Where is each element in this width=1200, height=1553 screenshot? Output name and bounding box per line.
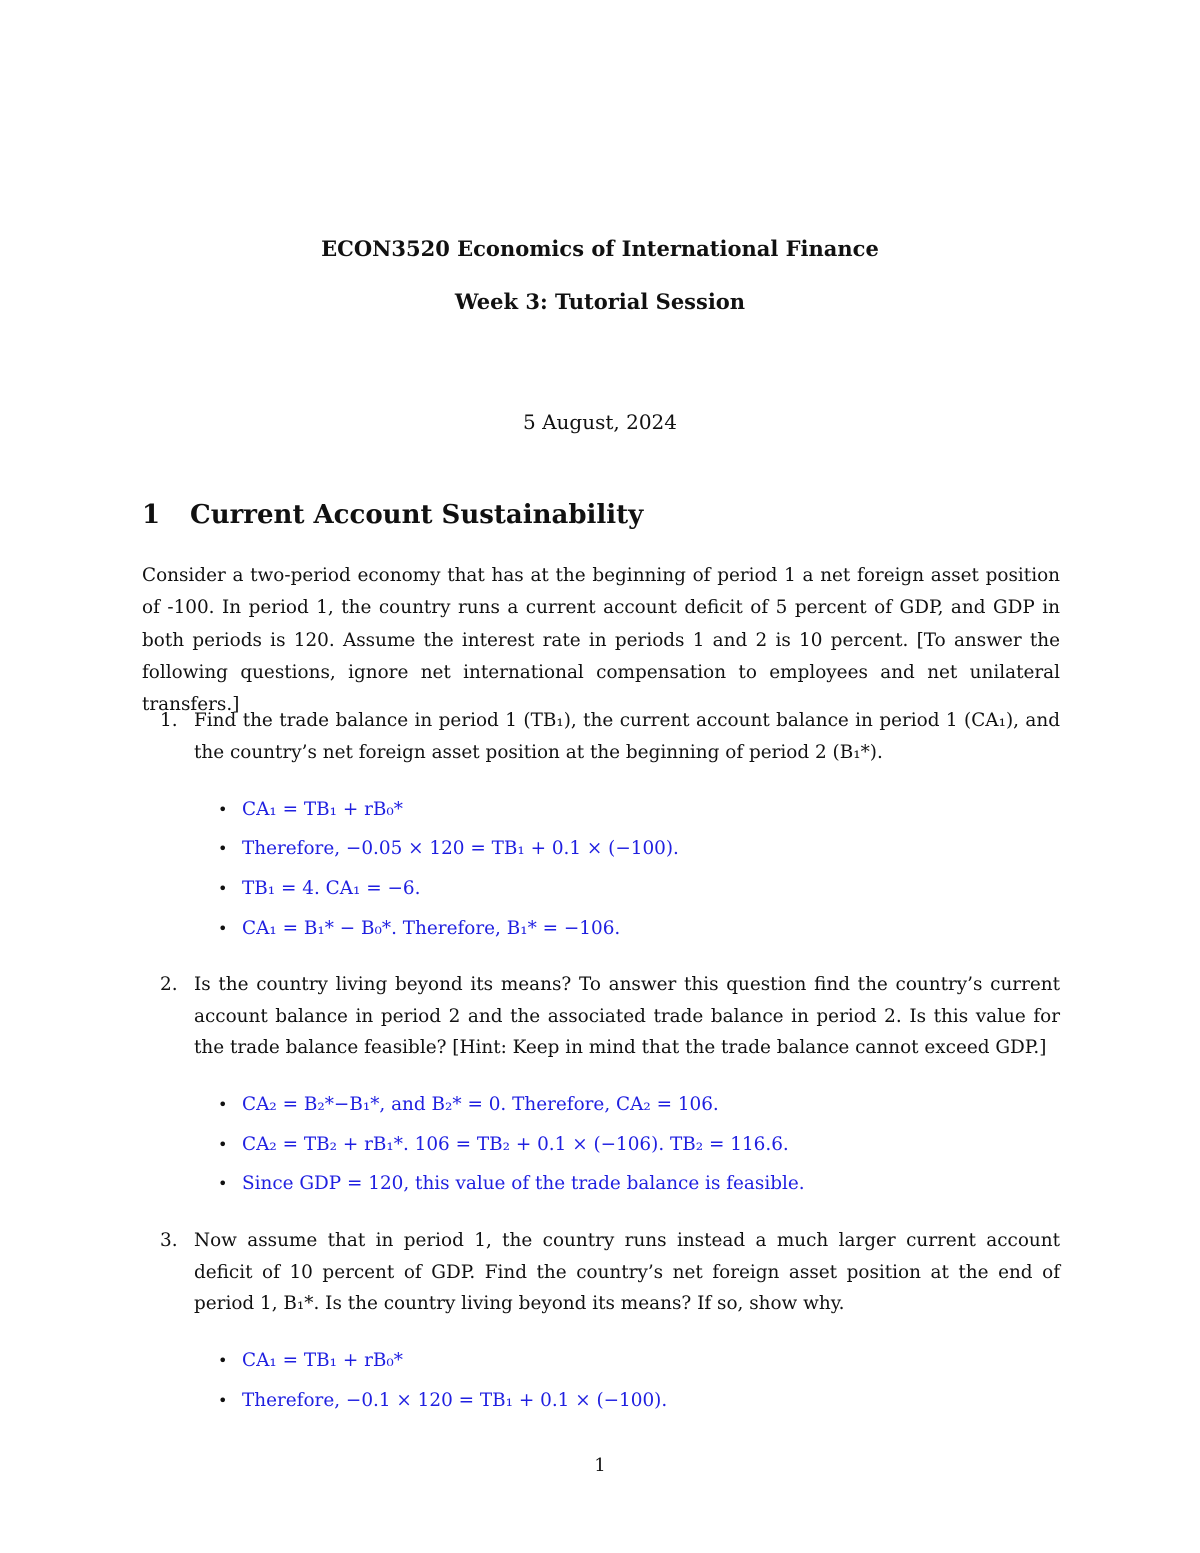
question-text: Is the country living beyond its means? To answer this question find the country’s current account balance in period 2 and the associated trade balance in period 2. Is this value for the trade balance feasible? [Hint: Keep in mind that the trade balance cannot exceed GDP.] — [194, 974, 1060, 1058]
bullet-icon: • — [218, 879, 228, 898]
answer-item: • CA₁ = B₁* − B₀*. Therefore, B₁* = −106. — [218, 918, 621, 939]
question-number: 3. — [160, 1230, 178, 1251]
question-2 — [160, 969, 1060, 1064]
bullet-icon: • — [218, 1174, 228, 1193]
question-number: 2. — [160, 974, 178, 995]
question-text: Now assume that in period 1, the country runs instead a much larger current account deficit of 10 percent of GDP. Find the country’s net foreign asset position at the end of period 1, B₁*. Is the country living beyond its means? If so, show why. — [194, 1230, 1060, 1314]
section-number: 1 — [142, 500, 161, 530]
answer-item: • Since GDP = 120, this value of the trade balance is feasible. — [218, 1173, 805, 1194]
document-date: 5 August, 2024 — [522, 410, 677, 434]
question-1 — [160, 705, 1060, 768]
question-number: 1. — [160, 710, 178, 731]
answer-item: • CA₂ = TB₂ + rB₁*. 106 = TB₂ + 0.1 × (−106). TB₂ = 116.6. — [218, 1134, 789, 1155]
bullet-icon: • — [218, 919, 228, 938]
answer-item: • Therefore, −0.05 × 120 = TB₁ + 0.1 × (−100). — [218, 838, 679, 859]
course-title: ECON3520 Economics of International Finance — [321, 236, 879, 261]
answer-item: • Therefore, −0.1 × 120 = TB₁ + 0.1 × (−100). — [218, 1390, 668, 1411]
answer-item: • CA₂ = B₂*−B₁*, and B₂* = 0. Therefore, CA₂ = 106. — [218, 1094, 719, 1115]
bullet-icon: • — [218, 1391, 228, 1410]
answer-item: • CA₁ = TB₁ + rB₀* — [218, 799, 403, 820]
section-heading — [142, 500, 643, 530]
session-title: Week 3: Tutorial Session — [454, 289, 746, 314]
bullet-icon: • — [218, 1351, 228, 1370]
bullet-icon: • — [218, 1095, 228, 1114]
page-number: 1 — [594, 1455, 606, 1476]
intro-paragraph: Consider a two-period economy that has at the beginning of period 1 a net foreign asset position of -100. In period 1, the country runs a current account deficit of 5 percent of GDP, and GDP in both periods is 120. Assume the interest rate in periods 1 and 2 is 10 percent. [To answer the following questions, ignore net international compensation to employees and net unilateral transfers.] — [142, 565, 1060, 716]
answer-item: • CA₁ = TB₁ + rB₀* — [218, 1350, 403, 1371]
answer-item: • TB₁ = 4. CA₁ = −6. — [218, 878, 421, 899]
bullet-icon: • — [218, 800, 228, 819]
question-3 — [160, 1225, 1060, 1320]
question-text: Find the trade balance in period 1 (TB₁), the current account balance in period 1 (CA₁), and the country’s net foreign asset position at the beginning of period 2 (B₁*). — [194, 710, 1060, 763]
bullet-icon: • — [218, 839, 228, 858]
bullet-icon: • — [218, 1135, 228, 1154]
section-title: Current Account Sustainability — [190, 500, 644, 530]
